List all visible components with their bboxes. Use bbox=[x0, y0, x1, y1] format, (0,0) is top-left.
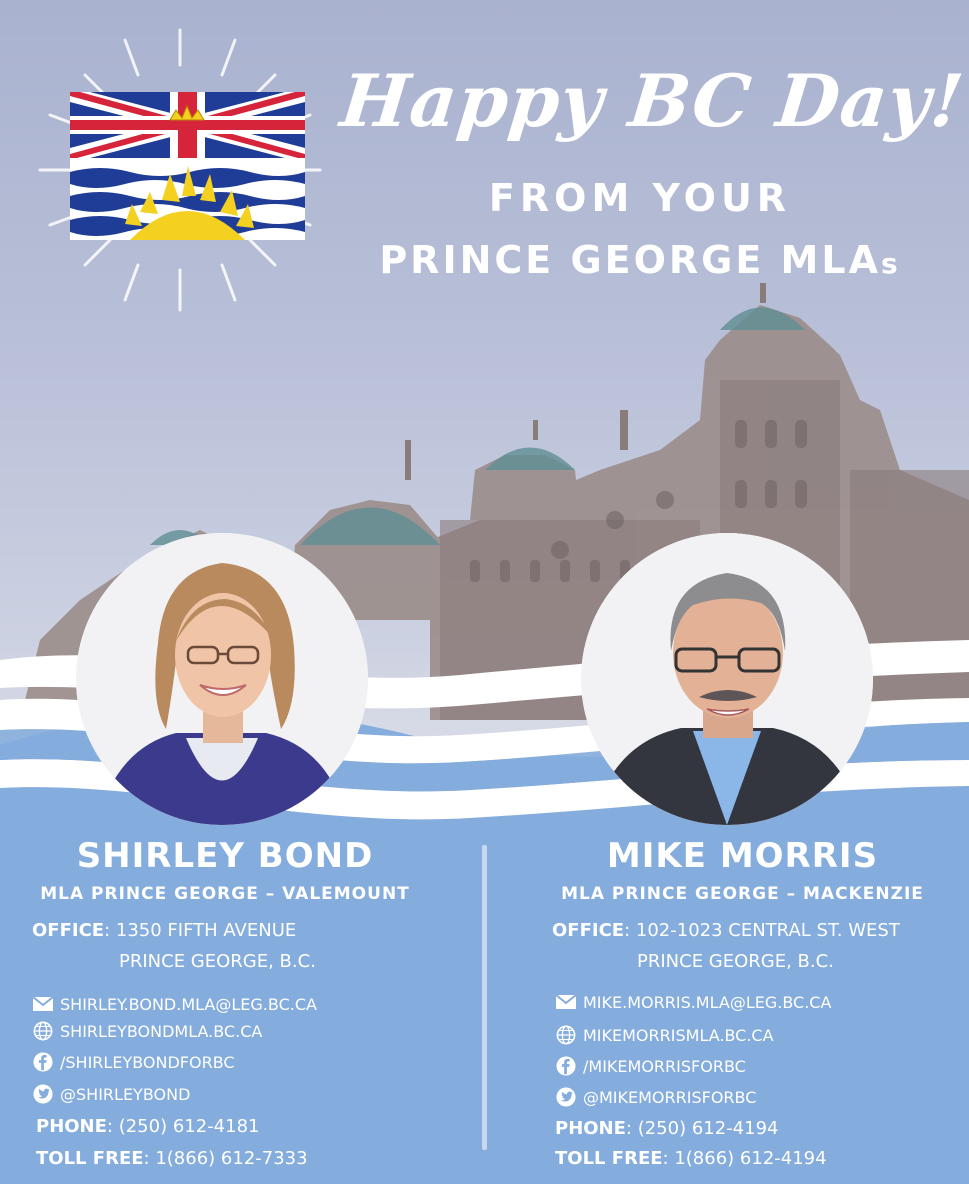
twitter-row[interactable] bbox=[555, 1087, 756, 1107]
envelope-icon bbox=[32, 994, 54, 1014]
facebook-row[interactable] bbox=[32, 1052, 235, 1072]
twitter-icon bbox=[32, 1084, 54, 1104]
email-row[interactable] bbox=[555, 992, 831, 1012]
subtitle-suffix: s bbox=[880, 247, 901, 280]
twitter-icon bbox=[555, 1087, 577, 1107]
headline-title: Happy BC Day! bbox=[336, 58, 969, 143]
office-address: : 1350 FIFTH AVENUE bbox=[104, 920, 297, 941]
tollfree-number[interactable]: : 1(866) 612-4194 bbox=[662, 1148, 827, 1169]
facebook-icon bbox=[555, 1056, 577, 1076]
mla-name: SHIRLEY BOND bbox=[76, 836, 374, 876]
subtitle-from-your: FROM YOUR bbox=[488, 176, 792, 220]
email-row[interactable] bbox=[32, 994, 317, 1014]
phone-row bbox=[555, 1118, 779, 1139]
shirley-bond-card bbox=[20, 836, 430, 904]
office-address-line1 bbox=[552, 920, 900, 941]
globe-icon bbox=[32, 1021, 54, 1041]
facebook-text[interactable]: /MIKEMORRISFORBC bbox=[583, 1056, 746, 1076]
tollfree-row bbox=[555, 1148, 827, 1169]
bc-flag-icon bbox=[30, 20, 330, 320]
twitter-row[interactable] bbox=[32, 1084, 190, 1104]
facebook-icon bbox=[32, 1052, 54, 1072]
shirley-bond-photo bbox=[76, 533, 368, 825]
website-text[interactable]: MIKEMORRISMLA.BC.CA bbox=[583, 1025, 774, 1045]
phone-row bbox=[36, 1116, 260, 1137]
subtitle-main: PRINCE GEORGE MLA bbox=[379, 238, 881, 282]
mla-riding: MLA PRINCE GEORGE – MACKENZIE bbox=[561, 884, 924, 904]
office-label: OFFICE bbox=[32, 920, 105, 941]
website-row[interactable] bbox=[32, 1021, 262, 1041]
email-text[interactable]: SHIRLEY.BOND.MLA@LEG.BC.CA bbox=[60, 994, 317, 1014]
office-address: : 102-1023 CENTRAL ST. WEST bbox=[624, 920, 900, 941]
mla-riding: MLA PRINCE GEORGE – VALEMOUNT bbox=[40, 884, 410, 904]
phone-label: PHONE bbox=[36, 1116, 107, 1137]
tollfree-number[interactable]: : 1(866) 612-7333 bbox=[143, 1148, 308, 1169]
twitter-text[interactable]: @MIKEMORRISFORBC bbox=[583, 1087, 757, 1107]
mike-morris-photo bbox=[581, 533, 873, 825]
office-address-line1 bbox=[32, 920, 296, 941]
facebook-text[interactable]: /SHIRLEYBONDFORBC bbox=[60, 1052, 235, 1072]
website-row[interactable] bbox=[555, 1025, 774, 1045]
website-text[interactable]: SHIRLEYBONDMLA.BC.CA bbox=[60, 1021, 263, 1041]
phone-label: PHONE bbox=[555, 1118, 626, 1139]
globe-icon bbox=[555, 1025, 577, 1045]
envelope-icon bbox=[555, 992, 577, 1012]
email-text[interactable]: MIKE.MORRIS.MLA@LEG.BC.CA bbox=[583, 992, 832, 1012]
tollfree-row bbox=[36, 1148, 308, 1169]
facebook-row[interactable] bbox=[555, 1056, 746, 1076]
phone-number[interactable]: : (250) 612-4181 bbox=[106, 1116, 260, 1137]
mla-name: MIKE MORRIS bbox=[606, 836, 879, 876]
office-address-line2: PRINCE GEORGE, B.C. bbox=[637, 951, 834, 972]
tollfree-label: TOLL FREE bbox=[555, 1148, 663, 1169]
office-address-line2: PRINCE GEORGE, B.C. bbox=[119, 951, 316, 972]
subtitle-prince-george-mlas bbox=[340, 238, 940, 282]
tollfree-label: TOLL FREE bbox=[36, 1148, 144, 1169]
mike-morris-card bbox=[535, 836, 950, 904]
column-divider bbox=[482, 845, 487, 1150]
twitter-text[interactable]: @SHIRLEYBOND bbox=[60, 1084, 191, 1104]
office-label: OFFICE bbox=[552, 920, 625, 941]
phone-number[interactable]: : (250) 612-4194 bbox=[625, 1118, 779, 1139]
